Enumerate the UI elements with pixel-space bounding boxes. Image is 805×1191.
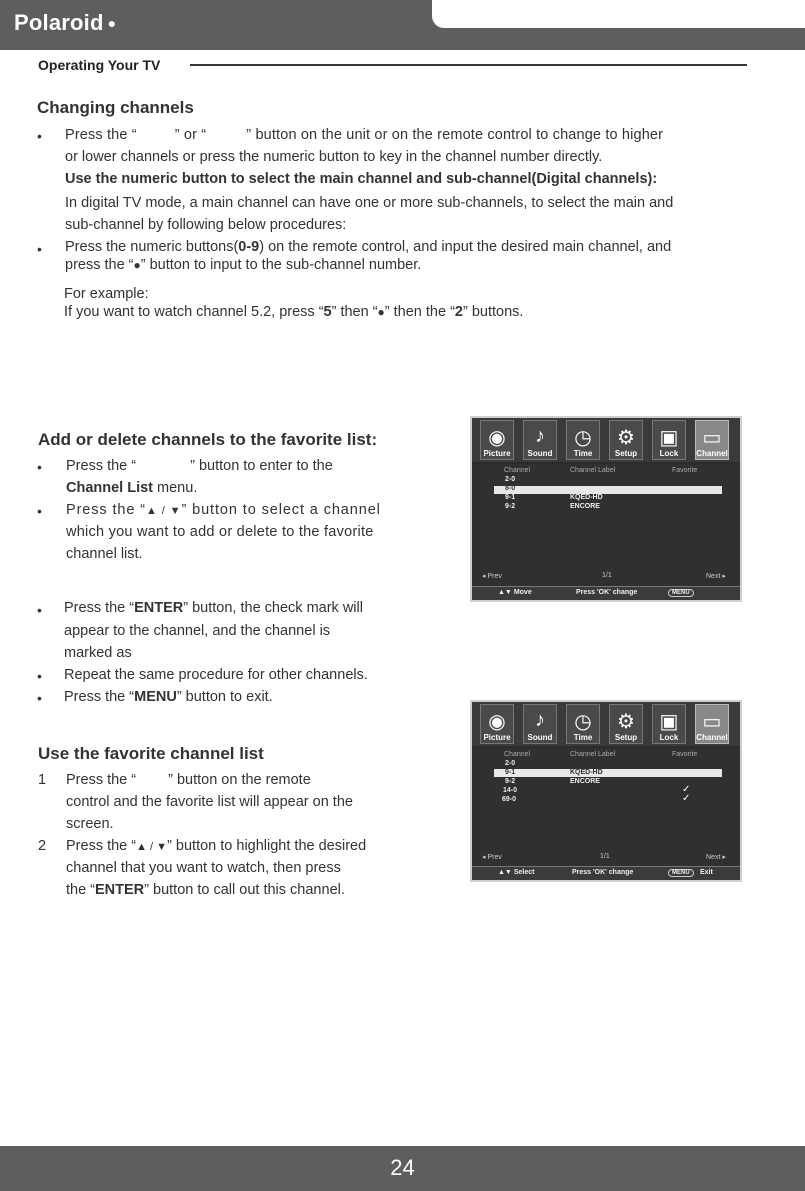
header-notch [432,0,805,28]
changing-bullet-2: Press the numeric buttons(0-9) on the remote control, and input the desired main channel, and [65,239,672,255]
osd-tab-channel: ▭ Channel [695,704,729,744]
osd-ok-hint: Press 'OK' change [576,589,638,596]
bullet: • [37,459,42,475]
osd-move-hint: ▲▼ Move [498,589,532,596]
osd-row-channel: 9-1 [505,769,516,776]
osd-tab-setup: ⚙ Setup [609,420,643,460]
osd-row-label: ENCORE [570,778,600,785]
favorite-check-icon: ✓ [682,784,691,795]
up-down-arrow-icon: ▲ / ▼ [136,841,168,853]
osd-row-channel: 14-0 [503,787,518,794]
osd-page: 1/1 [602,572,612,579]
osd-channel-table [472,464,740,588]
osd-row-channel: 2-0 [505,476,516,483]
dot-button-icon: ● [133,258,141,272]
osd-tab-picture: ◉ Picture [480,704,514,744]
osd-row-label: ENCORE [570,503,600,510]
brand-logo: Polaroid ● [14,10,117,35]
osd-tab-picture: ◉ Picture [480,420,514,460]
osd-next: Next ▸ [706,854,726,861]
favorite-bullet-1-line-2: Channel List menu. [66,480,198,496]
favorite-list-heading: Add or delete channels to the favorite list: [38,430,378,449]
osd-select-hint: ▲▼ Select [498,869,535,876]
osd-row-channel: 9-2 [505,503,516,510]
favorite-bullet-3-line-2: appear to the channel, and the channel is [64,623,331,639]
osd-menu-tabs [472,418,740,462]
osd-col-channel: Channel [504,751,531,758]
osd-row-channel: 69-0 [502,796,517,803]
numeric-button-instruction: Use the numeric button to select the main channel and sub-channel(Digital channels): [65,171,658,187]
osd-page: 1/1 [600,853,610,860]
favorite-bullet-5: Press the “MENU” button to exit. [64,689,273,705]
osd-row-label: KQED-HD [570,494,603,501]
favorite-bullet-2: Press the “▲ / ▼” button to select a channel [66,502,381,518]
osd-row-channel: 9-1 [505,494,516,501]
favorite-bullet-1: Press the “ ” button to enter to the [66,458,333,474]
tv-icon: ▭ [702,711,722,733]
osd-tab-lock: ▣ Lock [652,420,686,460]
bullet: • [37,668,42,684]
osd-selected-row [494,486,722,494]
changing-bullet-1-line-2: or lower channels or press the numeric button to key in the channel number directly. [65,149,603,165]
gear-icon: ⚙ [617,427,635,449]
favorite-bullet-3-line-3: marked as [64,645,132,661]
camera-icon: ◉ [488,711,506,733]
osd-menu-badge: MENU [668,589,694,597]
osd-row-channel: 2-0 [505,760,516,767]
use-favorite-heading: Use the favorite channel list [38,744,264,763]
bullet: • [37,690,42,706]
speaker-icon: ♪ [535,709,545,731]
osd-tab-lock: ▣ Lock [652,704,686,744]
osd-ok-hint: Press 'OK' change [572,869,634,876]
tv-icon: ▭ [702,427,722,449]
osd-selected-row [494,769,722,777]
step-number: 1 [38,772,47,788]
osd-menu-badge: MENU [668,869,694,877]
use-step-1-line-3: screen. [66,816,114,832]
use-step-2-line-2: channel that you want to watch, then press [66,860,341,876]
favorite-bullet-4: Repeat the same procedure for other channels. [64,667,368,683]
osd-row-channel: 8-0 [505,485,516,492]
osd-prev: ◂ Prev [482,854,502,861]
osd-tab-channel: ▭ Channel [695,420,729,460]
osd-tab-sound: ♪ Sound [523,704,557,744]
osd-favorite-list [470,700,742,882]
clock-icon: ◷ [574,427,592,449]
use-step-2-line-3: the “ENTER” button to call out this channel. [66,882,345,898]
osd-channel-list-edit [470,416,742,602]
osd-prev: ◂ Prev [482,573,502,580]
section-rule [190,64,747,66]
favorite-bullet-2-line-2: which you want to add or delete to the favorite [66,524,374,540]
osd-row-label: KQED-HD [570,769,603,776]
use-step-1: Press the “ ” button on the remote [66,772,311,788]
camera-icon: ◉ [488,427,506,449]
osd-menu-tabs [472,702,740,746]
bullet: • [37,602,42,618]
gear-icon: ⚙ [617,711,635,733]
bullet: • [37,128,42,144]
osd-help-bar [472,866,740,880]
page-number: 24 [390,1155,415,1180]
section-title: Operating Your TV [38,57,161,73]
osd-tab-sound: ♪ Sound [523,420,557,460]
osd-col-favorite: Favorite [672,467,698,474]
bullet: • [37,241,42,257]
use-step-2: Press the “▲ / ▼” button to highlight the desired [66,838,367,854]
digital-mode-text-line-1: In digital TV mode, a main channel can have one or more sub-channels, to select the main and [65,195,674,211]
bullet: • [37,503,42,519]
changing-bullet-2-line-2: press the “●” button to input to the sub-channel number. [65,257,422,273]
osd-exit-hint: Exit [700,869,713,876]
osd-col-label: Channel Label [570,751,616,758]
osd-help-bar [472,586,740,600]
favorite-bullet-3: Press the “ENTER” button, the check mark will [64,600,363,616]
lock-icon: ▣ [659,711,679,733]
osd-next: Next ▸ [706,573,726,580]
osd-tab-time: ◷ Time [566,420,600,460]
osd-col-label: Channel Label [570,467,616,474]
osd-col-favorite: Favorite [672,751,698,758]
osd-tab-setup: ⚙ Setup [609,704,643,744]
up-down-arrow-icon: ▲ / ▼ [146,505,182,517]
osd-row-channel: 9-2 [505,778,516,785]
favorite-check-icon: ✓ [682,793,691,804]
digital-mode-text-line-2: sub-channel by following below procedures: [65,217,347,233]
osd-tab-time: ◷ Time [566,704,600,744]
clock-icon: ◷ [574,711,592,733]
changing-channels-heading: Changing channels [37,98,194,117]
lock-icon: ▣ [659,427,679,449]
example-text: If you want to watch channel 5.2, press “5” then “●” then the “2” buttons. [64,304,524,320]
dot-button-icon: ● [377,305,385,319]
favorite-bullet-2-line-3: channel list. [66,546,143,562]
speaker-icon: ♪ [535,425,545,447]
example-label: For example: [64,286,149,302]
step-number: 2 [38,838,47,854]
changing-bullet-1: Press the “ ” or “ ” button on the unit or on the remote control to change to higher [65,127,664,143]
use-step-1-line-2: control and the favorite list will appear on the [66,794,353,810]
osd-channel-table [472,748,740,868]
osd-col-channel: Channel [504,467,531,474]
